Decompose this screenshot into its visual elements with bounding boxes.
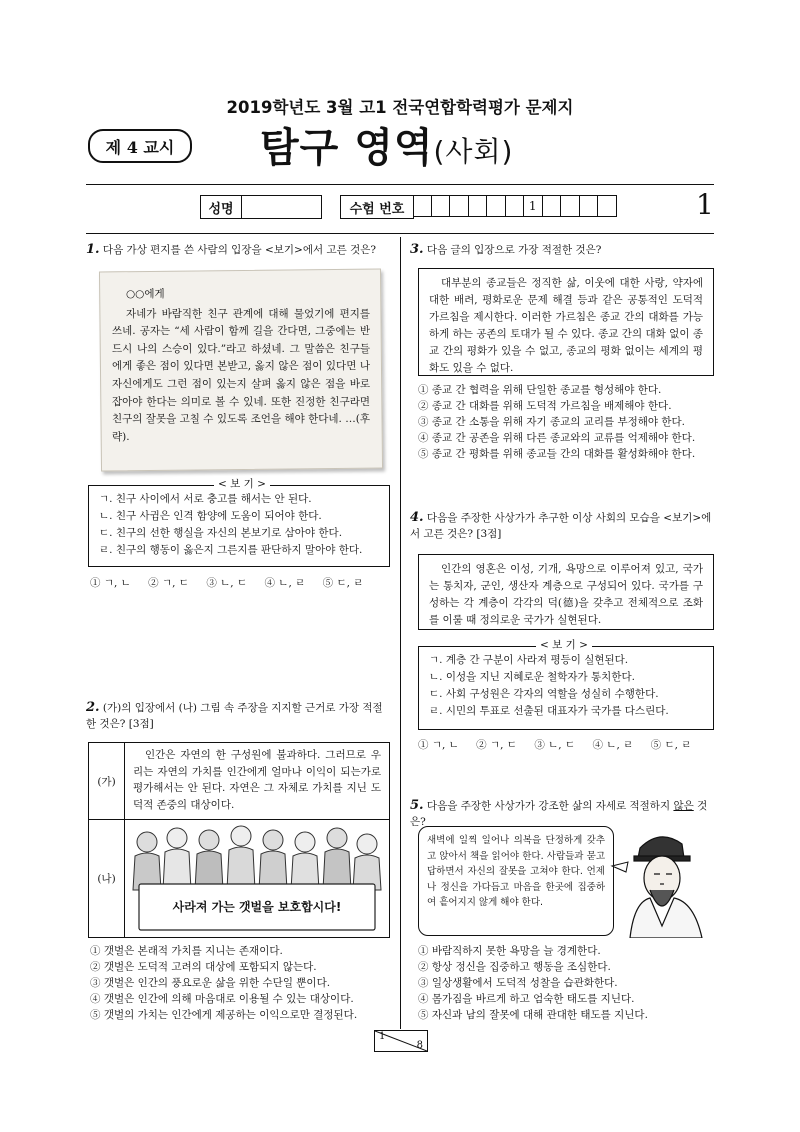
choice[interactable]: ③ 일상생활에서 도덕적 성찰을 습관화한다. <box>418 977 618 989</box>
choice[interactable]: ⑤ ㄷ, ㄹ <box>322 577 364 589</box>
subject-sub: (사회) <box>433 135 514 168</box>
page-number: 1 <box>696 188 714 221</box>
bogi-item: ㄱ. 계층 간 구분이 사라져 평등이 실현된다. <box>429 654 629 666</box>
q5-prompt-end: 것은? <box>410 800 708 828</box>
choice[interactable]: ③ 갯벌은 인간의 풍요로운 삶을 위한 수단일 뿐이다. <box>90 977 331 989</box>
q3-number: 3. <box>410 242 424 257</box>
bogi-item: ㄹ. 친구의 행동이 옳은지 그른지를 판단하지 말아야 한다. <box>99 544 363 556</box>
subject-main: 탐구 영역 <box>260 125 434 171</box>
name-field <box>241 195 322 219</box>
bogi-item: ㄴ. 이성을 지닌 지혜로운 철학자가 통치한다. <box>429 671 635 683</box>
q1-prompt-text: 다음 가상 편지를 쓴 사람의 입장을 <보기>에서 고른 것은? <box>102 244 376 256</box>
choice[interactable]: ⑤ 종교 간 평화를 위해 종교들 간의 대화를 활성화해야 한다. <box>418 448 696 460</box>
choice[interactable]: ④ 종교 간 공존을 위해 다른 종교와의 교류를 억제해야 한다. <box>418 432 696 444</box>
q3-prompt-text: 다음 글의 입장으로 가장 적절한 것은? <box>426 244 602 256</box>
choice[interactable]: ⑤ 갯벌의 가치는 인간에게 제공하는 이익으로만 결정된다. <box>90 1009 358 1021</box>
q5-number: 5. <box>410 798 424 813</box>
choice[interactable]: ③ ㄴ, ㄷ <box>534 739 576 751</box>
exam-number-cell <box>432 195 451 217</box>
q4-choices <box>418 737 705 753</box>
page-footer <box>374 1030 428 1052</box>
period-label: 제 4 교시 <box>88 129 192 163</box>
q1-letter <box>112 286 370 446</box>
q1-bogi-box <box>88 485 390 567</box>
column-divider <box>400 237 401 1029</box>
exam-number-cell <box>580 195 599 217</box>
bogi-item: ㄷ. 사회 구성원은 각자의 역할을 성실히 수행한다. <box>429 688 659 700</box>
q4-bogi-box <box>418 646 714 730</box>
q5-speech-bubble: 새벽에 일찍 일어나 의복을 단정하게 갖추고 앉아서 책을 읽어야 한다. 사람들과 묻고 답하면서 자신의 잘못을 고쳐야 한다. 언제나 정신을 가다듬고 마음을 한곳에 집중하여 흩어지지 않게 해야 한다. <box>418 826 614 936</box>
q2-number: 2. <box>86 700 100 715</box>
q1-number: 1. <box>86 242 100 257</box>
letter-body: 자네가 바람직한 친구 관계에 대해 물었기에 편지를 쓰네. 공자는 “세 사람이 함께 길을 간다면, 그중에는 반드시 나의 스승이 있다.”라고 하셨네. 그 말씀은 친구들에게 좋은 점이 있다면 본받고, 옳지 않은 점이 있다면 나 자신에게도 그런 점이 있는지 살펴 옳지 않은 점을 바로잡아야 한다는 의미로 볼 수 있네. 또한 진정한 친구라면 친구의 잘못을 고칠 수 있도록 조언을 해야 한다네. …(후략). <box>112 307 370 443</box>
choice[interactable]: ② 항상 정신을 집중하고 행동을 조심한다. <box>418 961 611 973</box>
letter-greeting: ○○에게 <box>126 288 165 300</box>
q4-prompt <box>410 510 716 542</box>
exam-number-cell <box>543 195 562 217</box>
label-ga: (가) <box>89 743 125 820</box>
header-rule-bottom <box>86 233 714 234</box>
choice[interactable]: ① ㄱ, ㄴ <box>90 577 131 589</box>
choice[interactable]: ③ ㄴ, ㄷ <box>206 577 248 589</box>
choice[interactable]: ③ 종교 간 소통을 위해 자기 종교의 교리를 부정해야 한다. <box>418 416 686 428</box>
text-ga: 인간은 자연의 한 구성원에 불과하다. 그러므로 우리는 자연의 가치를 인간에게 얼마나 이익이 되는가로 평가해서는 안 된다. 자연은 그 자체로 가치를 지닌 도덕적 존중의 대상이다. <box>125 743 389 820</box>
choice[interactable]: ④ ㄴ, ㄹ <box>264 577 306 589</box>
q4-bogi-title: < 보 기 > <box>536 637 592 652</box>
q2-choices <box>90 943 396 1023</box>
choice[interactable]: ① 바람직하지 못한 욕망을 늘 경계한다. <box>418 945 601 957</box>
q1-bogi-title: < 보 기 > <box>214 476 270 491</box>
q3-prompt <box>410 242 716 258</box>
person-figure <box>133 832 161 890</box>
q2-table <box>88 742 390 938</box>
bogi-item: ㄹ. 시민의 투표로 선출된 대표자가 국가를 다스린다. <box>429 705 669 717</box>
choice[interactable]: ④ 몸가짐을 바르게 하고 엄숙한 태도를 지닌다. <box>418 993 635 1005</box>
choice[interactable]: ② 종교 간 대화를 위해 도덕적 가르침을 배제해야 한다. <box>418 400 672 412</box>
bogi-item: ㄴ. 친구 사귐은 인격 함양에 도움이 되어야 한다. <box>99 510 322 522</box>
header-rule <box>86 184 714 185</box>
choice[interactable]: ① 종교 간 협력을 위해 단일한 종교를 형성해야 한다. <box>418 384 662 396</box>
exam-title: 2019학년도 3월 고1 전국연합학력평가 문제지 <box>226 98 574 117</box>
label-na: (나) <box>89 820 125 937</box>
choice[interactable]: ⑤ 자신과 남의 잘못에 대해 관대한 태도를 지닌다. <box>418 1009 648 1021</box>
q3-text-box: 대부분의 종교들은 정직한 삶, 이웃에 대한 사랑, 약자에 대한 배려, 평화로운 문제 해결 등과 같은 공통적인 도덕적 가르침을 제시한다. 이러한 가르침은 종교 간의 대화를 가능하게 하는 공존의 토대가 될 수 있다. 종교 간의 대화 없이 종교 간의 평화가 있을 수 없고, 종교의 평화 없이는 세계의 평화도 있을 수 없다. <box>418 268 714 376</box>
exam-number-cell <box>450 195 469 217</box>
exam-number-cell <box>561 195 580 217</box>
q3-choices <box>418 382 718 462</box>
exam-number-cell <box>487 195 506 217</box>
choice[interactable]: ② ㄱ, ㄷ <box>476 739 517 751</box>
people-illustration-svg <box>125 820 389 937</box>
subject-title <box>260 116 513 173</box>
q4-prompt-text: 다음을 주장한 사상가가 추구한 이상 사회의 모습을 <보기>에서 고른 것은? [3점] <box>410 512 712 540</box>
exam-number-cell <box>598 195 617 217</box>
scholar-portrait-icon <box>610 826 718 938</box>
exam-number-cell <box>413 195 432 217</box>
exam-number-cell <box>469 195 488 217</box>
bogi-item: ㄷ. 친구의 선한 행실을 자신의 본보기로 삼아야 한다. <box>99 527 343 539</box>
scholar-portrait <box>610 826 718 938</box>
q2-prompt-text: (가)의 입장에서 (나) 그림 속 주장을 지지할 근거로 가장 적절한 것은? [3점] <box>86 702 383 730</box>
banner-text: 사라져 가는 갯벌을 보호합시다! <box>172 900 342 914</box>
exam-number-label: 수험 번호 <box>340 195 414 219</box>
q5-prompt-emphasis: 않은 <box>673 800 694 812</box>
q5-prompt-text: 다음을 주장한 사상가가 강조한 삶의 자세로 적절하지 <box>426 800 674 812</box>
choice[interactable]: ① 갯벌은 본래적 가치를 지니는 존재이다. <box>90 945 283 957</box>
choice[interactable]: ④ ㄴ, ㄹ <box>592 739 634 751</box>
exam-number-cell: 1 <box>524 195 543 217</box>
choice[interactable]: ① ㄱ, ㄴ <box>418 739 459 751</box>
exam-number-cells <box>413 195 617 217</box>
bogi-item: ㄱ. 친구 사이에서 서로 충고를 해서는 안 된다. <box>99 493 312 505</box>
footer-current: 1 <box>379 1031 386 1042</box>
q1-choices <box>90 575 377 591</box>
exam-number-cell <box>506 195 525 217</box>
people-illustration <box>125 820 389 937</box>
choice[interactable]: ② ㄱ, ㄷ <box>148 577 189 589</box>
choice[interactable]: ② 갯벌은 도덕적 고려의 대상에 포함되지 않는다. <box>90 961 317 973</box>
q2-prompt <box>86 700 392 732</box>
q4-text-box: 인간의 영혼은 이성, 기개, 욕망으로 이루어져 있고, 국가는 통치자, 군인, 생산자 계층으로 구성되어 있다. 국가를 구성하는 각 계층이 각각의 덕(德)을 갖추고 전체적으로 조화를 이룰 때 정의로운 국가가 실현된다. <box>418 554 714 630</box>
q1-prompt <box>86 242 392 258</box>
q5-choices <box>418 943 718 1023</box>
name-label: 성명 <box>200 195 242 219</box>
choice[interactable]: ④ 갯벌은 인간에 의해 마음대로 이용될 수 있는 대상이다. <box>90 993 354 1005</box>
q4-number: 4. <box>410 510 424 525</box>
footer-total: 8 <box>416 1040 423 1051</box>
choice[interactable]: ⑤ ㄷ, ㄹ <box>650 739 692 751</box>
